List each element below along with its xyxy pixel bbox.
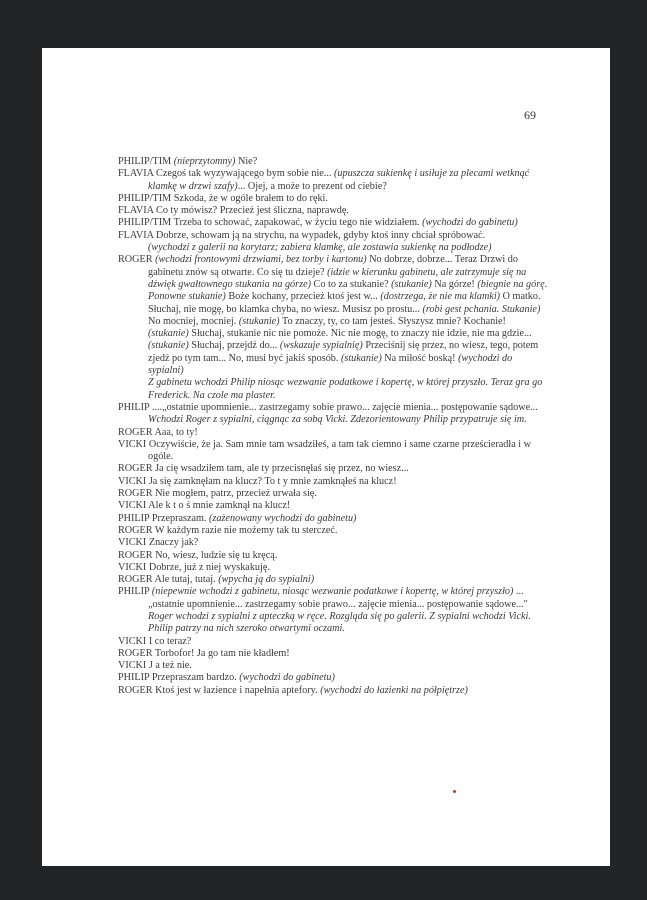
dialogue-line — [118, 685, 548, 697]
stage-direction-text: (stukanie) — [238, 315, 280, 327]
dialogue-line — [118, 574, 548, 586]
speaker-name: PHILIP — [118, 512, 150, 524]
dialogue-line — [118, 217, 548, 229]
dialogue-text: I co teraz? — [148, 635, 192, 647]
dialogue-line — [118, 476, 548, 488]
speaker-name: VICKI — [118, 537, 147, 549]
speaker-name: PHILIP/TIM — [118, 192, 172, 204]
dialogue-text: ... Ojej, a może to prezent od ciebie? — [237, 180, 387, 192]
dialogue-line — [118, 168, 548, 193]
dialogue-text: Boże kochany, przecież ktoś jest w... — [225, 291, 381, 303]
dialogue-text: W każdym razie nie możemy tak tu sterczeć. — [154, 524, 338, 536]
stage-direction-text: (idzie w kierunku gabinetu, ale zatrzymuje się na dźwięk gwałtownego stukania na górze) — [148, 266, 527, 290]
dialogue-line — [118, 156, 548, 168]
speaker-name: ROGER — [118, 647, 153, 659]
dialogue-text: Na miłość boską! — [381, 352, 459, 364]
dialogue-text: Ja się zamknęłam na klucz? To t y mnie zamknąłeś na klucz! — [148, 475, 397, 487]
stage-direction-text: (wychodzi do łazienki na półpiętrze) — [320, 684, 468, 696]
dialogue-text: Ale k t o ś mnie zamknął na klucz! — [148, 500, 291, 512]
dialogue-line — [118, 402, 548, 414]
speaker-name: VICKI — [118, 438, 147, 450]
stage-direction-text: (wychodzi do gabinetu) — [422, 217, 518, 229]
dialogue-text: Oczywiście, że ja. Sam mnie tam wsadziłeś, a tam tak ciemno i same czarne prześcieradła i w ogóle. — [148, 438, 531, 463]
speaker-name: VICKI — [118, 500, 147, 512]
dialogue-text: O matko. Słuchaj, nie mogę, bo klamka chyba, no wiesz. Musisz po prostu... — [148, 291, 541, 315]
speaker-name: PHILIP — [118, 586, 150, 598]
dialogue-text: No mocniej, mocniej. — [148, 315, 239, 327]
stage-direction-text: (wychodzi do gabinetu) — [239, 672, 335, 684]
speaker-name: PHILIP/TIM — [118, 217, 172, 229]
dialogue-line — [118, 439, 548, 464]
script-body — [118, 156, 548, 697]
ink-dot — [453, 790, 456, 793]
dialogue-line — [118, 636, 548, 648]
speaker-name: ROGER — [118, 684, 153, 696]
speaker-name: FLAVIA — [118, 168, 154, 180]
dialogue-text: Co to za stukanie? — [311, 278, 392, 290]
dialogue-text: No dobrze, dobrze... Teraz Drzwi do gabinetu znów są otwarte. Co się tu dzieje? — [148, 254, 518, 278]
speaker-name: ROGER — [118, 426, 153, 438]
speaker-name: VICKI — [118, 635, 147, 647]
dialogue-text: Trzeba to schować, zapakować, w życiu tego nie widziałem. — [173, 217, 423, 229]
dialogue-text: Dobrze, schowam ją na strychu, na wypadek, gdyby ktoś inny chciał spróbować. — [156, 229, 486, 241]
dialogue-text: Co ty mówisz? Przecież jest śliczna, naprawdę. — [156, 205, 349, 217]
dialogue-line — [118, 254, 548, 377]
dialogue-text: No, wiesz, ludzie się tu kręcą. — [155, 549, 278, 561]
dialogue-line — [118, 648, 548, 660]
dialogue-text: Torbofor! Ja go tam nie kładłem! — [154, 647, 290, 659]
page-number: 69 — [524, 108, 536, 122]
dialogue-text: Na górze! — [431, 278, 478, 290]
stage-direction-text: (robi gest pchania. Stukanie) — [422, 303, 541, 315]
speaker-name: PHILIP — [118, 672, 150, 684]
stage-direction-text: Z gabinetu wchodzi Philip niosąc wezwanie podatkowe i kopertę, w której przyszło. Teraz gra go Frederick. Na czole ma plaster. — [148, 377, 543, 401]
stage-direction-text: (wskazuje sypialnię) — [279, 340, 363, 352]
speaker-name: PHILIP — [118, 401, 150, 413]
dialogue-text: Przepraszam. — [151, 512, 210, 524]
dialogue-line — [118, 230, 548, 242]
dialogue-text: Nie mogłem, patrz, przecież urwała się. — [155, 488, 317, 500]
dialogue-line — [118, 525, 548, 537]
speaker-name: VICKI — [118, 660, 147, 672]
stage-direction-text: (wychodzi do sypialni) — [148, 352, 513, 377]
dialogue-text: Słuchaj, przejdź do... — [188, 340, 280, 352]
stage-direction-text: Roger wchodzi z sypialni z apteczką w ręce. Rozgląda się po galerii. Z sypialni wchodzi Vicki. Philip patrzy na nich szeroko otwartymi oczami. — [148, 610, 531, 635]
speaker-name: VICKI — [118, 475, 147, 487]
stage-direction-text: (nieprzytomny) — [173, 156, 236, 167]
speaker-name: ROGER — [118, 488, 153, 500]
stage-direction — [118, 242, 548, 254]
stage-direction-text: (wpycha ją do sypialni) — [218, 574, 315, 586]
dialogue-line — [118, 205, 548, 217]
stage-direction — [118, 377, 548, 402]
stage-direction-text: (zażenowany wychodzi do gabinetu) — [209, 512, 357, 524]
dialogue-line — [118, 488, 548, 500]
dialogue-text: ... „ostatnie upomnienie... zastrzegamy sobie prawo... zajęcie mienia... postępowanie sądowe..." — [148, 586, 528, 610]
dialogue-line — [118, 550, 548, 562]
dialogue-line — [118, 427, 548, 439]
dialogue-line — [118, 463, 548, 475]
speaker-name: ROGER — [118, 463, 153, 475]
stage-direction-text: (upuszcza sukienkę i usiłuje za plecami wetknąć klamkę w drzwi szafy) — [148, 168, 530, 192]
dialogue-text: Ktoś jest w łazience i napełnia aptefory. — [155, 684, 321, 696]
dialogue-text: Czegoś tak wyzywającego bym sobie nie... — [156, 168, 334, 180]
dialogue-line — [118, 537, 548, 549]
speaker-name: FLAVIA — [118, 229, 154, 241]
dialogue-text: Szkoda, że w ogóle brałem to do ręki. — [173, 192, 328, 204]
dialogue-text: Ale tutaj, tutaj. — [154, 574, 219, 586]
speaker-name: PHILIP/TIM — [118, 156, 172, 167]
speaker-name: ROGER — [118, 549, 153, 561]
dialogue-text: Znaczy jak? — [148, 537, 199, 549]
stage-direction-text: (wychodzi z galerii na korytarz; zabiera klamkę, ale zostawia sukienkę na podłodze) — [148, 242, 492, 254]
dialogue-text: ....„ostatnie upomnienie... zastrzegamy sobie prawo... zajęcie mienia... postępowanie sądowe... — [151, 401, 538, 413]
stage-direction-text: (biegnie na górę. Ponowne stukanie) — [148, 278, 548, 303]
stage-direction-text: (wchodzi frontowymi drzwiami, bez torby i kartonu) — [155, 254, 367, 266]
dialogue-text: Nie? — [235, 156, 258, 167]
dialogue-text: Dobrze, już z niej wyskakuję. — [148, 561, 270, 573]
stage-direction-text: (stukanie) — [340, 352, 382, 364]
speaker-name: ROGER — [118, 254, 153, 266]
speaker-name: ROGER — [118, 524, 153, 536]
dialogue-text: Aaa, to ty! — [154, 426, 198, 438]
stage-direction-text: Wchodzi Roger z sypialni, ciągnąc za sobą Vicki. Zdezorientowany Philip przypatruje się im. — [148, 414, 527, 426]
dialogue-text: Słuchaj, stukanie nic nie pomoże. Nic nie mogę, to znaczy nie idzie, nie ma gdzie... — [188, 328, 532, 340]
dialogue-line — [118, 562, 548, 574]
dialogue-line — [118, 672, 548, 684]
dialogue-text: To znaczy, ty, co tam jesteś. Słyszysz mnie? Kochanie! — [279, 315, 506, 327]
dialogue-text: Przepraszam bardzo. — [151, 672, 240, 684]
stage-direction-text: (stukanie) — [391, 278, 432, 290]
dialogue-text: Przeciśnij się przez, no wiesz, tego, potem zjedź po tym tam... No, musi być jakiś sposób. — [148, 340, 539, 364]
speaker-name: FLAVIA — [118, 205, 154, 217]
speaker-name: VICKI — [118, 561, 147, 573]
stage-direction — [118, 611, 548, 636]
dialogue-line — [118, 586, 548, 611]
stage-direction-text: (niepewnie wchodzi z gabinetu, niosąc wezwanie podatkowe i kopertę, w której przyszło) — [151, 586, 514, 598]
stage-direction-text: (dostrzega, że nie ma klamki) — [380, 291, 501, 303]
dialogue-line — [118, 513, 548, 525]
stage-direction — [118, 414, 548, 426]
stage-direction-text: (stukanie) — [148, 340, 189, 352]
dialogue-line — [118, 193, 548, 205]
dialogue-line — [118, 660, 548, 672]
dialogue-line — [118, 500, 548, 512]
speaker-name: ROGER — [118, 574, 153, 586]
stage-direction-text: (stukanie) — [148, 328, 189, 340]
dialogue-text: J a też nie. — [148, 660, 192, 672]
dialogue-text: Ja cię wsadziłem tam, ale ty przecisnęłaś się przez, no wiesz... — [155, 463, 409, 475]
